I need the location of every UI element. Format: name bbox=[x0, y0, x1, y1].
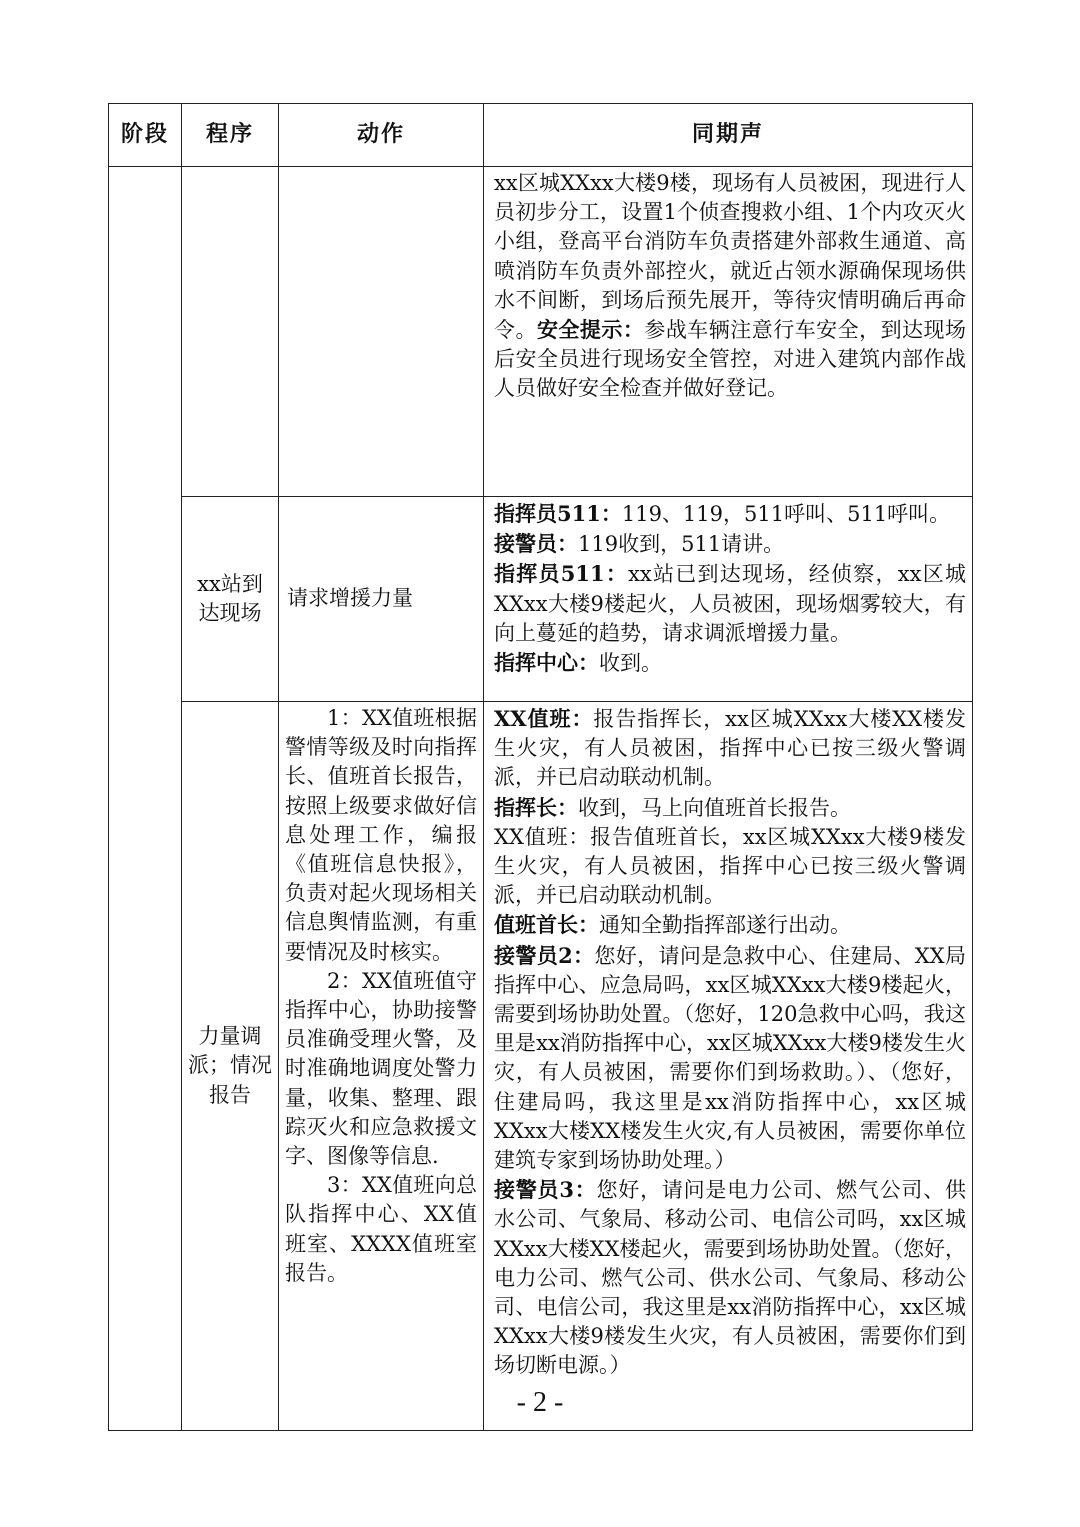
action-item: 3：XX值班向总队指挥中心、XX值班室、XXXX值班室报告。 bbox=[285, 1173, 477, 1285]
sync-cell bbox=[484, 702, 973, 1431]
sync-speaker: 值班首长： bbox=[494, 912, 599, 938]
action-cell bbox=[279, 702, 484, 1431]
sync-text: 119收到，511请讲。 bbox=[578, 532, 785, 557]
sync-cell bbox=[484, 497, 973, 702]
sync-text: xx区城XXxx大楼9楼，现场有人员被困，现进行人员初步分工，设置1个侦查搜救小组、1个内攻灭火小组，登高平台消防车负责搭建外部救生通道、高喷消防车负责外部控火，就近占领水源确保现场供水不间断，到场后预先展开，等待灾情明确后再命令。 bbox=[494, 171, 966, 343]
sync-speaker: 安全提示： bbox=[536, 317, 645, 343]
action-item: 1：XX值班根据警情等级及时向指挥长、值班首长报告，按照上级要求做好信息处理工作，编报《值班信息快报》，负责对起火现场相关信息舆情监测，有重要情况及时核实。 bbox=[285, 706, 477, 964]
sync-text: 参战车辆注意行车安全，到达现场后安全员进行现场安全管控，对进入建筑内部作战人员做好安全检查并做好登记。 bbox=[494, 318, 967, 401]
procedure-cell: 力量调派；情况报告 bbox=[182, 702, 279, 1431]
procedure-cell: xx站到达现场 bbox=[182, 497, 279, 702]
sync-text: 通知全勤指挥部遂行出动。 bbox=[599, 913, 851, 938]
header-stage: 阶段 bbox=[109, 104, 182, 167]
sync-speaker: 指挥中心： bbox=[494, 650, 599, 676]
sync-text: 119、119，511呼叫、511呼叫。 bbox=[621, 502, 951, 526]
table-row bbox=[109, 167, 973, 497]
sync-speaker: 接警员2： bbox=[494, 942, 595, 968]
sync-text: 您好，请问是电力公司、燃气公司、供水公司、气象局、移动公司、电信公司吗，xx区城XXxx大楼XX楼起火，需要到场协助处置。（您好，电力公司、燃气公司、供水公司、气象局、移动公司、电信公司，我这里是xx消防指挥中心，xx区城XXxx大楼9楼发生火灾，有人员被困，需要你们到场切断电源。） bbox=[494, 1178, 966, 1378]
procedure-table bbox=[108, 103, 973, 1431]
sync-cell bbox=[484, 167, 973, 497]
action-cell: 请求增援力量 bbox=[279, 497, 484, 702]
sync-text: 报告指挥长，xx区城XXxx大楼XX楼发生火灾，有人员被困，指挥中心已按三级火警调派，并已启动联动机制。 bbox=[494, 707, 966, 790]
table-row bbox=[109, 497, 973, 702]
sync-speaker: 指挥长： bbox=[494, 794, 578, 820]
table-header-row bbox=[109, 104, 973, 167]
action-cell bbox=[279, 167, 484, 497]
header-action: 动作 bbox=[279, 104, 484, 167]
sync-text: xx站已到达现场，经侦察，xx区城XXxx大楼9楼起火，人员被困，现场烟雾较大，有向上蔓延的趋势，请求调派增援力量。 bbox=[494, 562, 966, 645]
procedure-cell bbox=[182, 167, 279, 497]
sync-text: 您好，请问是急救中心、住建局、XX局指挥中心、应急局吗，xx区城XXxx大楼9楼起火，需要到场协助处置。（您好，120急救中心吗，我这里是xx消防指挥中心，xx区城XXxx大楼9楼发生火灾，有人员被困，需要你们到场救助。）、（您好，住建局吗，我这里是xx消防指挥中心，xx区城XXxx大楼XX楼发生火灾,有人员被困，需要你单位建筑专家到场协助处理。） bbox=[494, 943, 966, 1173]
sync-speaker: 接警员3： bbox=[494, 1177, 597, 1203]
sync-speaker: 指挥员511： bbox=[494, 501, 622, 526]
table-row bbox=[109, 702, 973, 1431]
sync-speaker: 接警员： bbox=[494, 531, 578, 557]
sync-text: XX值班：报告值班首长，xx区城XXxx大楼9楼发生火灾，有人员被困，指挥中心已按三级火警调派，并已启动联动机制。 bbox=[494, 824, 966, 908]
stage-cell bbox=[109, 167, 182, 1431]
header-procedure: 程序 bbox=[182, 104, 279, 167]
sync-speaker: XX值班： bbox=[494, 706, 594, 731]
sync-speaker: 指挥员511： bbox=[494, 561, 629, 587]
sync-text: 收到。 bbox=[599, 651, 662, 676]
page-number: - 2 - bbox=[516, 1387, 564, 1418]
action-item: 2：XX值班值守指挥中心，协助接警员准确受理火警，及时准确地调度处警力量，收集、整理、跟踪灭火和应急救援文字、图像等信息. bbox=[285, 968, 477, 1169]
sync-text: 收到，马上向值班首长报告。 bbox=[578, 795, 851, 820]
header-sync-sound: 同期声 bbox=[484, 104, 973, 167]
